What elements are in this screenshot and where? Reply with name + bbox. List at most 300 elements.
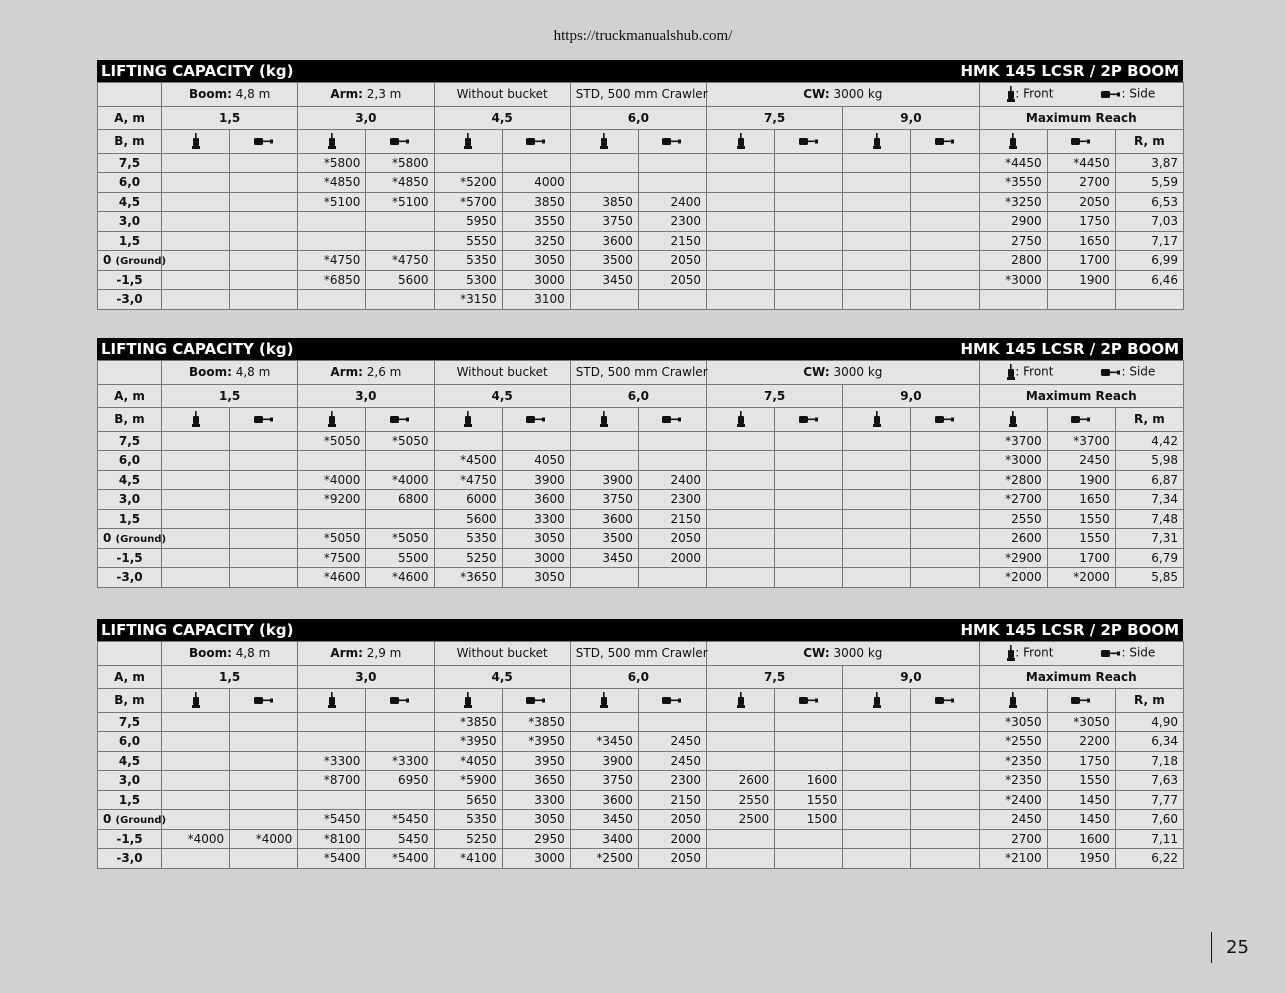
side-legend: : Side [1121,645,1156,660]
capacity-cell [230,431,298,451]
cw-value: 3000 kg [833,365,883,380]
capacity-cell: 1550 [775,790,843,810]
capacity-cell: 2450 [1047,451,1115,471]
capacity-cell [775,548,843,568]
capacity-cell: 3450 [570,810,638,830]
capacity-cell: *9200 [298,490,366,510]
front-excavator-icon [873,412,881,426]
boom-value: 4,8 m [235,87,271,102]
capacity-cell: 2000 [638,829,706,849]
a-value: 7,5 [707,665,843,689]
capacity-cell [230,270,298,290]
capacity-cell: *3700 [1047,431,1115,451]
capacity-cell: 3600 [570,790,638,810]
capacity-cell [230,451,298,471]
side-column-header [638,689,706,713]
capacity-cell [162,431,230,451]
capacity-cell: 5300 [434,270,502,290]
capacity-cell [162,849,230,869]
a-label: A, m [98,106,162,130]
capacity-cell: *3000 [979,451,1047,471]
capacity-cell: *3150 [434,290,502,310]
capacity-cell: 2600 [979,529,1047,549]
b-value [98,153,162,173]
capacity-cell: 3650 [502,771,570,791]
arm-length [298,642,434,666]
b-value [98,231,162,251]
capacity-cell [775,470,843,490]
capacity-cell: 7,60 [1115,810,1183,830]
capacity-cell: 5350 [434,251,502,271]
capacity-cell: 1900 [1047,470,1115,490]
capacity-cell [298,509,366,529]
capacity-cell [230,712,298,732]
capacity-cell: 2750 [979,231,1047,251]
side-column-header [775,689,843,713]
capacity-cell [638,431,706,451]
table-row [98,451,1184,471]
capacity-cell: 2300 [638,771,706,791]
side-excavator-icon [254,693,274,707]
capacity-cell: 2200 [1047,732,1115,752]
front-legend: : Front [1015,364,1054,379]
b-value [98,751,162,771]
side-excavator-icon [254,412,274,426]
b-label: B, m [98,408,162,432]
front-excavator-icon [192,412,200,426]
capacity-cell [775,192,843,212]
side-column-header [638,408,706,432]
side-excavator-icon [390,134,410,148]
boom-length [162,83,298,107]
capacity-cell [162,270,230,290]
b-value [98,548,162,568]
capacity-cell: *5050 [298,431,366,451]
capacity-cell [707,490,775,510]
capacity-cell: 3400 [570,829,638,849]
a-value: 7,5 [707,384,843,408]
b-value [98,290,162,310]
capacity-cell: 1700 [1047,548,1115,568]
capacity-cell [775,849,843,869]
counterweight [707,83,980,107]
capacity-cell: 2050 [638,270,706,290]
capacity-cell [230,529,298,549]
lifting-capacity-table [97,60,1183,310]
capacity-cell [570,173,638,193]
front-column-header [843,130,911,154]
capacity-cell: *2500 [570,849,638,869]
capacity-cell [707,270,775,290]
capacity-cell: 7,18 [1115,751,1183,771]
side-excavator-icon [1071,134,1091,148]
capacity-cell: 3450 [570,270,638,290]
capacity-cell [707,732,775,752]
capacity-cell [843,751,911,771]
side-legend: : Side [1121,86,1156,101]
front-excavator-icon [1009,412,1017,426]
capacity-cell: *2700 [979,490,1047,510]
capacity-cell [502,431,570,451]
capacity-cell [162,790,230,810]
capacity-cell [707,290,775,310]
table-row [98,529,1184,549]
front-excavator-icon [600,693,608,707]
capacity-cell: 6,53 [1115,192,1183,212]
b-value-text: 1,5 [118,792,141,807]
capacity-cell [707,849,775,869]
capacity-cell: 2050 [638,251,706,271]
capacity-cell [162,751,230,771]
table-title-bar [97,619,1183,641]
capacity-cell [162,509,230,529]
capacity-cell [775,173,843,193]
capacity-cell [230,548,298,568]
capacity-cell: *3050 [979,712,1047,732]
capacity-cell: *4100 [434,849,502,869]
table-row [98,431,1184,451]
table-title: LIFTING CAPACITY (kg) [101,621,294,639]
capacity-cell [707,431,775,451]
capacity-cell: 6,46 [1115,270,1183,290]
a-value: 6,0 [570,665,706,689]
front-excavator-icon [328,412,336,426]
capacity-cell: *4450 [1047,153,1115,173]
capacity-cell [570,290,638,310]
capacity-cell: 1650 [1047,231,1115,251]
capacity-cell [843,568,911,588]
side-excavator-icon [935,134,955,148]
capacity-cell: *3950 [434,732,502,752]
arm-value: 2,6 m [366,365,402,380]
table-title: LIFTING CAPACITY (kg) [101,340,294,358]
capacity-cell [843,470,911,490]
capacity-cell: *2350 [979,751,1047,771]
capacity-cell [843,490,911,510]
front-excavator-icon [464,693,472,707]
capacity-cell [707,509,775,529]
side-excavator-icon [1101,87,1121,101]
capacity-cell: 2050 [1047,192,1115,212]
capacity-cell [775,712,843,732]
b-value [98,529,167,549]
capacity-cell: 2400 [638,470,706,490]
b-value [98,470,162,490]
b-value-text: 4,5 [118,194,141,209]
capacity-cell [911,548,979,568]
capacity-cell: *4750 [434,470,502,490]
b-value-text: -1,5 [116,831,143,846]
capacity-cell [911,509,979,529]
capacity-cell [230,251,298,271]
r-label: R, m [1115,408,1183,432]
capacity-cell: 1900 [1047,270,1115,290]
boom-label: Boom: [188,365,232,380]
boom-length [162,642,298,666]
capacity-cell [162,771,230,791]
side-column-header [502,408,570,432]
capacity-cell [638,290,706,310]
model-title: HMK 145 LCSR / 2P BOOM [960,62,1179,80]
capacity-cell [911,212,979,232]
side-column-header [911,689,979,713]
front-excavator-icon [464,412,472,426]
capacity-cell [911,732,979,752]
capacity-cell [366,732,434,752]
track-type: STD, 500 mm Crawler [570,361,706,385]
table-title-bar [97,60,1183,82]
capacity-cell [162,529,230,549]
side-column-header [1047,130,1115,154]
capacity-cell [230,509,298,529]
capacity-cell: 5600 [434,509,502,529]
capacity-cell: 2550 [979,509,1047,529]
capacity-cell: 1500 [775,810,843,830]
capacity-cell [638,712,706,732]
capacity-cell: 3900 [502,470,570,490]
table-row [98,790,1184,810]
side-column-header [230,689,298,713]
b-value-text: 7,5 [118,155,141,170]
corner-cell [98,361,162,385]
capacity-cell: 5250 [434,548,502,568]
table-row [98,548,1184,568]
capacity-cell [366,451,434,471]
boom-value: 4,8 m [235,365,271,380]
a-value: 4,5 [434,106,570,130]
a-label: A, m [98,665,162,689]
capacity-cell: 1950 [1047,849,1115,869]
side-excavator-icon [254,134,274,148]
side-column-header [775,130,843,154]
b-value [98,732,162,752]
a-value: 1,5 [162,106,298,130]
a-value: 7,5 [707,106,843,130]
side-column-header [911,408,979,432]
table-row [98,290,1184,310]
capacity-cell: *5050 [366,529,434,549]
capacity-cell: 5350 [434,529,502,549]
side-column-header [366,408,434,432]
capacity-cell: *5900 [434,771,502,791]
capacity-cell [707,470,775,490]
front-excavator-icon [737,134,745,148]
front-column-header [298,408,366,432]
b-value-text: -3,0 [116,292,143,307]
arm-label: Arm: [330,646,363,661]
side-column-header [502,130,570,154]
capacity-cell [162,451,230,471]
b-value-text: 1,5 [118,233,141,248]
capacity-cell [366,231,434,251]
capacity-cell [843,732,911,752]
arm-value: 2,9 m [366,646,402,661]
capacity-cell: 1550 [1047,509,1115,529]
capacity-cell: 3900 [570,470,638,490]
capacity-cell: 4000 [502,173,570,193]
capacity-cell [775,231,843,251]
capacity-cell [162,568,230,588]
capacity-cell [775,270,843,290]
side-column-header [911,130,979,154]
capacity-cell: 3050 [502,529,570,549]
capacity-cell: *4000 [366,470,434,490]
capacity-cell: 2050 [638,810,706,830]
capacity-cell [298,231,366,251]
capacity-cell [638,451,706,471]
capacity-cell: 6,79 [1115,548,1183,568]
b-value-text: 4,5 [118,753,141,768]
capacity-cell [843,290,911,310]
capacity-cell: *2350 [979,771,1047,791]
capacity-cell: *4050 [434,751,502,771]
capacity-cell [230,290,298,310]
capacity-cell [843,451,911,471]
front-excavator-icon [192,693,200,707]
ground-note: (Ground) [115,815,167,827]
capacity-cell: *7500 [298,548,366,568]
side-column-header [502,689,570,713]
front-legend: : Front [1015,645,1054,660]
side-column-header [230,408,298,432]
front-column-header [570,689,638,713]
capacity-cell: *5200 [434,173,502,193]
side-column-header [1047,408,1115,432]
capacity-cell [911,153,979,173]
capacity-cell: *5400 [366,849,434,869]
b-value [98,431,162,451]
capacity-cell: 3900 [570,751,638,771]
capacity-cell: 3850 [502,192,570,212]
capacity-cell: 2150 [638,790,706,810]
capacity-cell [230,568,298,588]
b-value [98,829,162,849]
capacity-cell: 3600 [570,231,638,251]
a-label: A, m [98,384,162,408]
capacity-cell: 3750 [570,212,638,232]
side-column-header [366,689,434,713]
side-legend: : Side [1121,364,1156,379]
capacity-cell [843,790,911,810]
capacity-cell [911,829,979,849]
b-value [98,173,162,193]
side-column-header [230,130,298,154]
capacity-cell [366,290,434,310]
capacity-cell: 2300 [638,490,706,510]
bucket-condition: Without bucket [434,642,570,666]
capacity-cell: 1550 [1047,529,1115,549]
corner-cell [98,642,162,666]
capacity-cell [298,732,366,752]
cw-value: 3000 kg [833,87,883,102]
side-excavator-icon [526,134,546,148]
corner-cell [98,83,162,107]
capacity-cell: *8700 [298,771,366,791]
max-reach-header: Maximum Reach [979,384,1183,408]
capacity-cell [366,790,434,810]
capacity-cell: *5800 [366,153,434,173]
capacity-cell [638,173,706,193]
capacity-cell: 2900 [979,212,1047,232]
lifting-capacity-table [97,338,1183,588]
capacity-cell: *4850 [366,173,434,193]
front-column-header [707,408,775,432]
capacity-cell [707,548,775,568]
b-value-text: 7,5 [118,714,141,729]
capacity-cell: 6,87 [1115,470,1183,490]
capacity-cell [911,790,979,810]
capacity-cell: 1550 [1047,771,1115,791]
b-value-text: 6,0 [118,453,141,468]
counterweight [707,642,980,666]
capacity-cell [911,712,979,732]
table-row [98,568,1184,588]
b-value [98,251,167,271]
capacity-cell: *5100 [366,192,434,212]
capacity-cell: *2000 [1047,568,1115,588]
b-value [98,270,162,290]
source-url: https://truckmanualshub.com/ [553,28,733,44]
side-excavator-icon [799,412,819,426]
front-excavator-icon [737,693,745,707]
front-excavator-icon [873,134,881,148]
front-column-header [843,689,911,713]
capacity-cell: *3850 [434,712,502,732]
capacity-cell: 6950 [366,771,434,791]
b-value [98,712,162,732]
b-value-text: 0 [103,253,112,268]
capacity-cell: 5550 [434,231,502,251]
ground-note: (Ground) [115,534,167,546]
a-value: 1,5 [162,665,298,689]
capacity-cell [230,732,298,752]
capacity-cell: 2400 [638,192,706,212]
lifting-capacity-table [97,619,1183,869]
capacity-cell: *4750 [298,251,366,271]
capacity-cell [162,173,230,193]
capacity-cell [434,153,502,173]
table-row [98,270,1184,290]
capacity-cell: 2500 [707,810,775,830]
b-value-text: 0 [103,531,112,546]
capacity-cell: 7,11 [1115,829,1183,849]
capacity-cell [707,192,775,212]
capacity-cell: *5450 [298,810,366,830]
capacity-cell: 5500 [366,548,434,568]
front-column-header [843,408,911,432]
capacity-cell: 2800 [979,251,1047,271]
arm-label: Arm: [330,87,363,102]
capacity-cell: 3550 [502,212,570,232]
boom-label: Boom: [188,646,232,661]
capacity-cell: *4000 [298,470,366,490]
capacity-cell [162,810,230,830]
capacity-cell: *5700 [434,192,502,212]
capacity-cell: *3050 [1047,712,1115,732]
front-excavator-icon [873,693,881,707]
capacity-cell [911,231,979,251]
capacity-cell: 3500 [570,529,638,549]
capacity-cell: *4850 [298,173,366,193]
capacity-cell [911,270,979,290]
capacity-cell: 2550 [707,790,775,810]
boom-value: 4,8 m [235,646,271,661]
capacity-cell: *2900 [979,548,1047,568]
capacity-cell: *3300 [298,751,366,771]
capacity-cell [162,470,230,490]
capacity-cell [979,290,1047,310]
table-title-bar [97,338,1183,360]
